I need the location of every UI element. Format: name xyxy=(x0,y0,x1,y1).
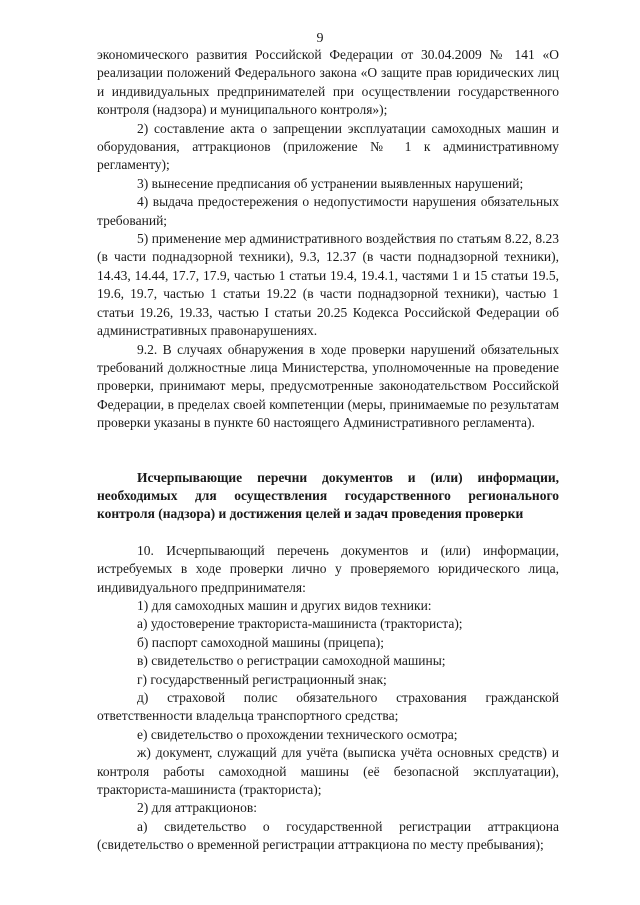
document-body xyxy=(97,46,559,855)
paragraph-item-2: 2) составление акта о запрещении эксплуатации самоходных машин и оборудования, аттракционов (приложение № 1 к административному регламенту); xyxy=(97,120,559,173)
paragraph-continuation: экономического развития Российской Федерации от 30.04.2009 № 141 «О реализации положений Федерального закона «О защите прав юридических лиц и индивидуальных предпринимателей при осуществлении государственного контроля (надзора) и муниципального контроля»); xyxy=(97,47,559,118)
list-item: а) удостоверение тракториста-машиниста (тракториста); xyxy=(137,616,463,632)
paragraph-item-4: 4) выдача предостережения о недопустимости нарушения обязательных требований; xyxy=(97,194,559,228)
paragraph-item-3: 3) вынесение предписания об устранении выявленных нарушений; xyxy=(137,175,524,191)
spacer xyxy=(97,451,559,469)
section-heading: Исчерпывающие перечни документов и (или) информации, необходимых для осуществления государственного регионального контроля (надзора) и достижения целей и задач проведения проверки xyxy=(97,469,559,522)
list-item: 1) для самоходных машин и других видов техники: xyxy=(137,597,432,613)
list-item: в) свидетельство о регистрации самоходной машины; xyxy=(137,653,446,669)
list-item: д) страховой полис обязательного страхования гражданской ответственности владельца транспортного средства; xyxy=(97,690,559,724)
paragraph-9-2: 9.2. В случаях обнаружения в ходе проверки нарушений обязательных требований должностные лица Министерства, уполномоченные на проведение проверки, принимают меры, предусмотренные законодательством Российской Федерации, в пределах своей компетенции (меры, принимаемые по результатам проверки указаны в пункте 60 настоящего Административного регламента). xyxy=(97,341,559,431)
spacer xyxy=(97,524,559,542)
list-item: а) свидетельство о государственной регистрации аттракциона (свидетельство о временной регистрации аттракциона по месту пребывания); xyxy=(97,818,559,853)
list-item: ж) документ, служащий для учёта (выписка учёта основных средств) и контроля работы самоходной машины (её безопасной эксплуатации), тракториста-машиниста (тракториста); xyxy=(97,745,559,798)
list-item: б) паспорт самоходной машины (прицепа); xyxy=(137,634,385,650)
page-number: 9 xyxy=(316,31,324,46)
list-item: 2) для аттракционов: xyxy=(137,800,258,816)
paragraph-item-5: 5) применение мер административного воздействия по статьям 8.22, 8.23 (в части поднадзорной техники), 9.3, 12.37 (в части поднадзорной техники), 14.43, 14.44, 17.7, 17.9, частью 1 статьи 19.4, 19.4.1, частями 1 и 15 статьи 19.5, 19.6, 19.7, частью 1 статьи 19.22 (в части поднадзорной техники), частью 1 статьи 19.26, 19.33, частью I статьи 20.25 Кодекса Российской Федерации об административных правонарушениях. xyxy=(97,231,559,339)
list-item: г) государственный регистрационный знак; xyxy=(137,671,387,687)
spacer xyxy=(97,433,559,451)
list-item: е) свидетельство о прохождении технического осмотра; xyxy=(137,726,458,742)
paragraph-10: 10. Исчерпывающий перечень документов и (или) информации, истребуемых в ходе проверки лично у проверяемого юридического лица, индивидуального предпринимателя: xyxy=(97,542,559,595)
